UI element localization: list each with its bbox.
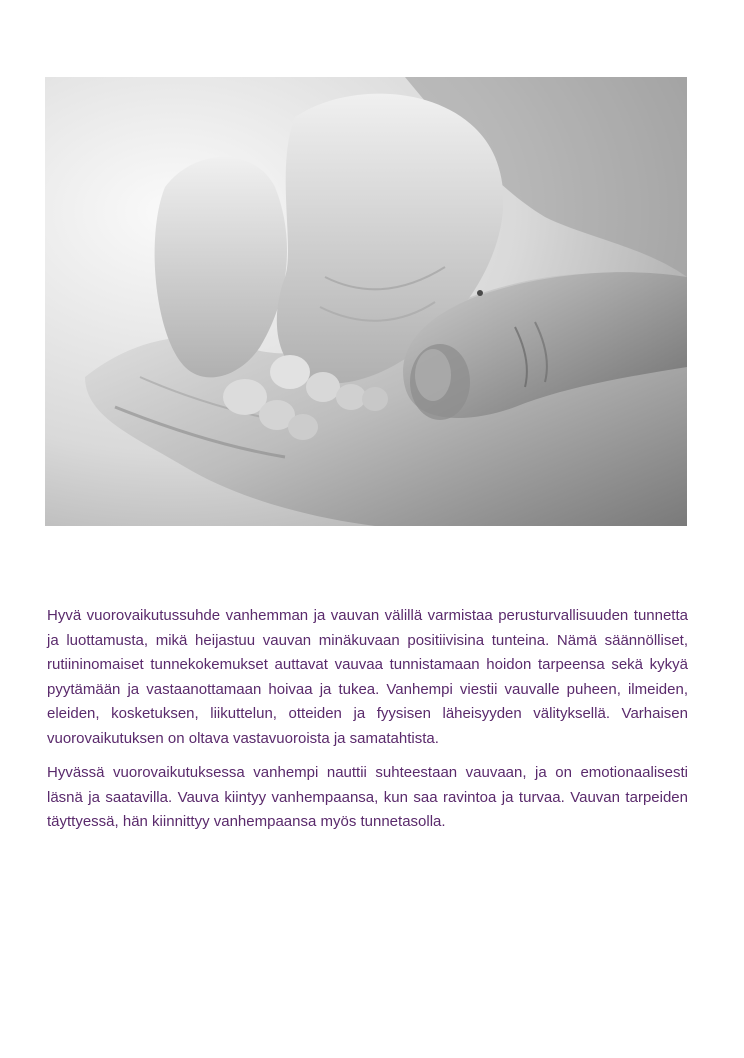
- baby-feet-photo: [45, 77, 687, 526]
- paragraph-2: Hyvässä vuorovaikutuksessa vanhempi nauttii suhteestaan vauvaan, ja on emotionaalisesti läsnä ja saatavilla. Vauva kiintyy vanhempaansa, kun saa ravintoa ja turvaa. Vauvan tarpeiden täyttyessä, hän kiinnittyy vanhempaansa myös tunnetasolla.: [47, 764, 688, 830]
- body-text: [47, 604, 688, 845]
- baby-feet-illustration: [45, 77, 687, 526]
- paragraph-1: Hyvä vuorovaikutussuhde vanhemman ja vauvan välillä varmistaa perusturvallisuuden tunnetta ja luottamusta, mikä heijastuu vauvan minäkuvaan positiivisina tunteina. Nämä säännölliset, rutiininomaiset tunnekokemukset auttavat vauvaa tunnistamaan hoidon tarpeensa sekä kykyä pyytämään ja vastaanottamaan hoivaa ja tukea. Vanhempi viestii vauvalle puheen, ilmeiden, eleiden, kosketuksen, liikuttelun, otteiden ja fyysisen läheisyyden välityksellä. Varhaisen vuorovaikutuksen on oltava vastavuoroista ja samatahtista.: [47, 607, 688, 747]
